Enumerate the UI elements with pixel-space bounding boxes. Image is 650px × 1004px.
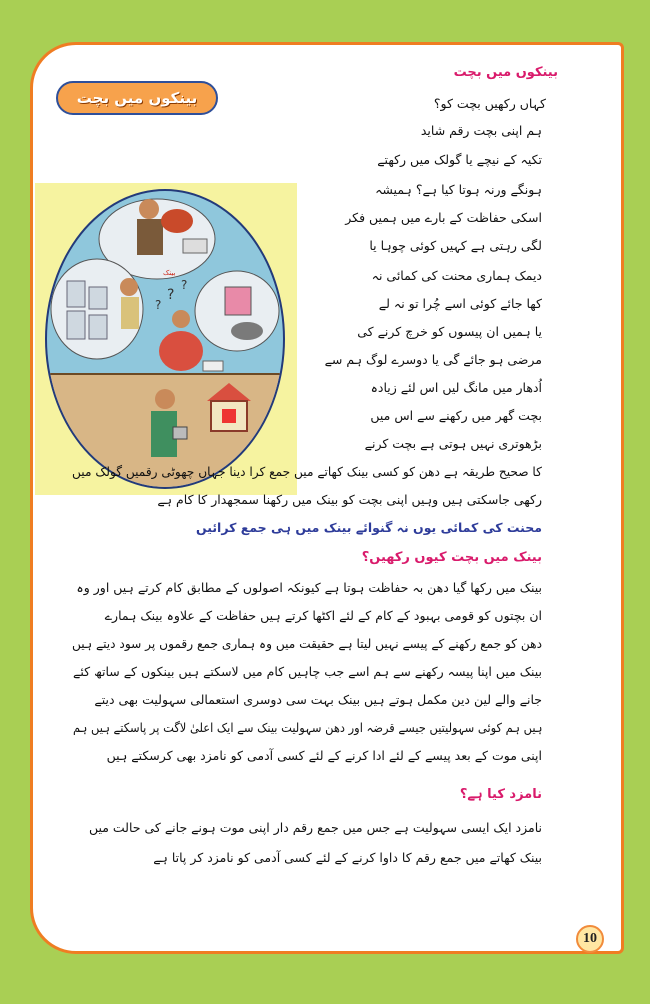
page-number: 10 <box>576 925 604 953</box>
paragraph-line: بینک کھاتے میں جمع رقم کا داوا کرنے کے لئے کسی آدمی کو نامزد کر پاتا ہے <box>153 850 542 865</box>
poem-line: مرضی ہو جائے گی یا دوسرے لوگ ہم سے <box>324 352 542 367</box>
paragraph-line: جانے والے لین دین مکمل ہوتے ہیں بینک بہت سی دوسری استعمالی سہولیت بھی دیتے <box>94 692 542 707</box>
illustration <box>35 183 297 495</box>
poem-line: تکیہ کے نیچے یا گولک میں رکھتے <box>377 152 542 167</box>
poem-line: کا صحیح طریقہ ہے دھن کو کسی بینک کھاتے میں جمع کرا دینا جہاں چھوٹی رقمیں گولک میں <box>72 464 542 479</box>
section-heading: نامزد کیا ہے؟ <box>459 787 542 802</box>
svg-text:?: ? <box>155 298 162 312</box>
poem-line: بچت گھر میں رکھنے سے اس میں <box>370 408 542 423</box>
paragraph-line: نامزد ایک ایسی سہولیت ہے جس میں جمع رقم دار اپنی موت ہونے جانے کی حالت میں <box>88 820 542 835</box>
poem-line: یا ہمیں ان پیسوں کو خرچ کرنے کی <box>357 324 542 339</box>
poem-line: کہاں رکھیں بچت کو؟ <box>433 96 546 111</box>
poem-heading: بینکوں میں بچت <box>453 65 558 80</box>
svg-text:?: ? <box>167 287 175 303</box>
poem-line: لگی رہتی ہے کہیں کوئی چوہا یا <box>369 238 542 253</box>
paragraph-line: ہیں ہم کوئی سہولیتیں جیسے قرضہ اور دھن سہولیت بینک سے ایک اعلیٰ لاگت پر پاسکتے ہیں ہم <box>72 720 542 735</box>
paragraph-line: اپنی موت کے بعد پیسے کے لئے ادا کرنے کے لئے کسی آدمی کو نامزد بھی کرسکتے ہیں <box>106 748 542 763</box>
poem-line: ہم اپنی بچت رقم شاید <box>420 123 542 138</box>
poem-line: اُدھار میں مانگ لیں اس لئے زیادہ <box>370 380 542 395</box>
illustration-oval <box>45 189 285 489</box>
poem-line: بڑھوتری نہیں ہوتی ہے بچت کرنے <box>364 436 542 451</box>
section-heading: بینک میں بچت کیوں رکھیں؟ <box>361 550 542 565</box>
illustration-label: بینک <box>163 269 176 277</box>
poem-line: ہونگے ورنہ ہوتا کیا ہے؟ ہمیشہ <box>375 182 542 197</box>
paragraph-line: ان بچتوں کو قومی بہبود کے کام کے لئے اکٹھا کرتے ہیں حفاظت کے علاوہ بینک ہمارے <box>104 608 542 623</box>
poem-line: اسکی حفاظت کے بارے میں ہمیں فکر <box>345 210 542 225</box>
poem-line: دیمک ہماری محنت کی کمائی نہ <box>371 268 542 283</box>
svg-text:?: ? <box>181 278 188 292</box>
poem-line: کھا جائے کوئی اسے چُرا تو نہ لے <box>378 296 542 311</box>
poem-line: رکھی جاسکتی ہیں وہیں اپنی بچت کو بینک میں رکھنا سمجھدار کا کام ہے <box>157 492 542 507</box>
paragraph-line: دھن کو جمع رکھنے کے پیسے نہیں لیتا ہے حقیقت میں وہ ہماری جمع رقموں پر سود دیتے ہیں <box>72 636 542 651</box>
paragraph-line: بینک میں رکھا گیا دھن بہ حفاظت ہوتا ہے کیونکہ اصولوں کے مطابق کام کرتے ہیں اور وہ <box>76 580 542 595</box>
poem-closing: محنت کی کمائی یوں نہ گنوائے بینک میں ہی جمع کرائیں <box>196 520 542 535</box>
page-title-badge: بینکوں میں بچت <box>56 81 218 115</box>
illustration-drawing <box>47 191 283 487</box>
paragraph-line: بینک میں اپنا پیسہ رکھنے سے ہم اسے جب چاہیں کام میں لاسکتے ہیں بینکوں کے ساتھ کئے <box>73 664 542 679</box>
